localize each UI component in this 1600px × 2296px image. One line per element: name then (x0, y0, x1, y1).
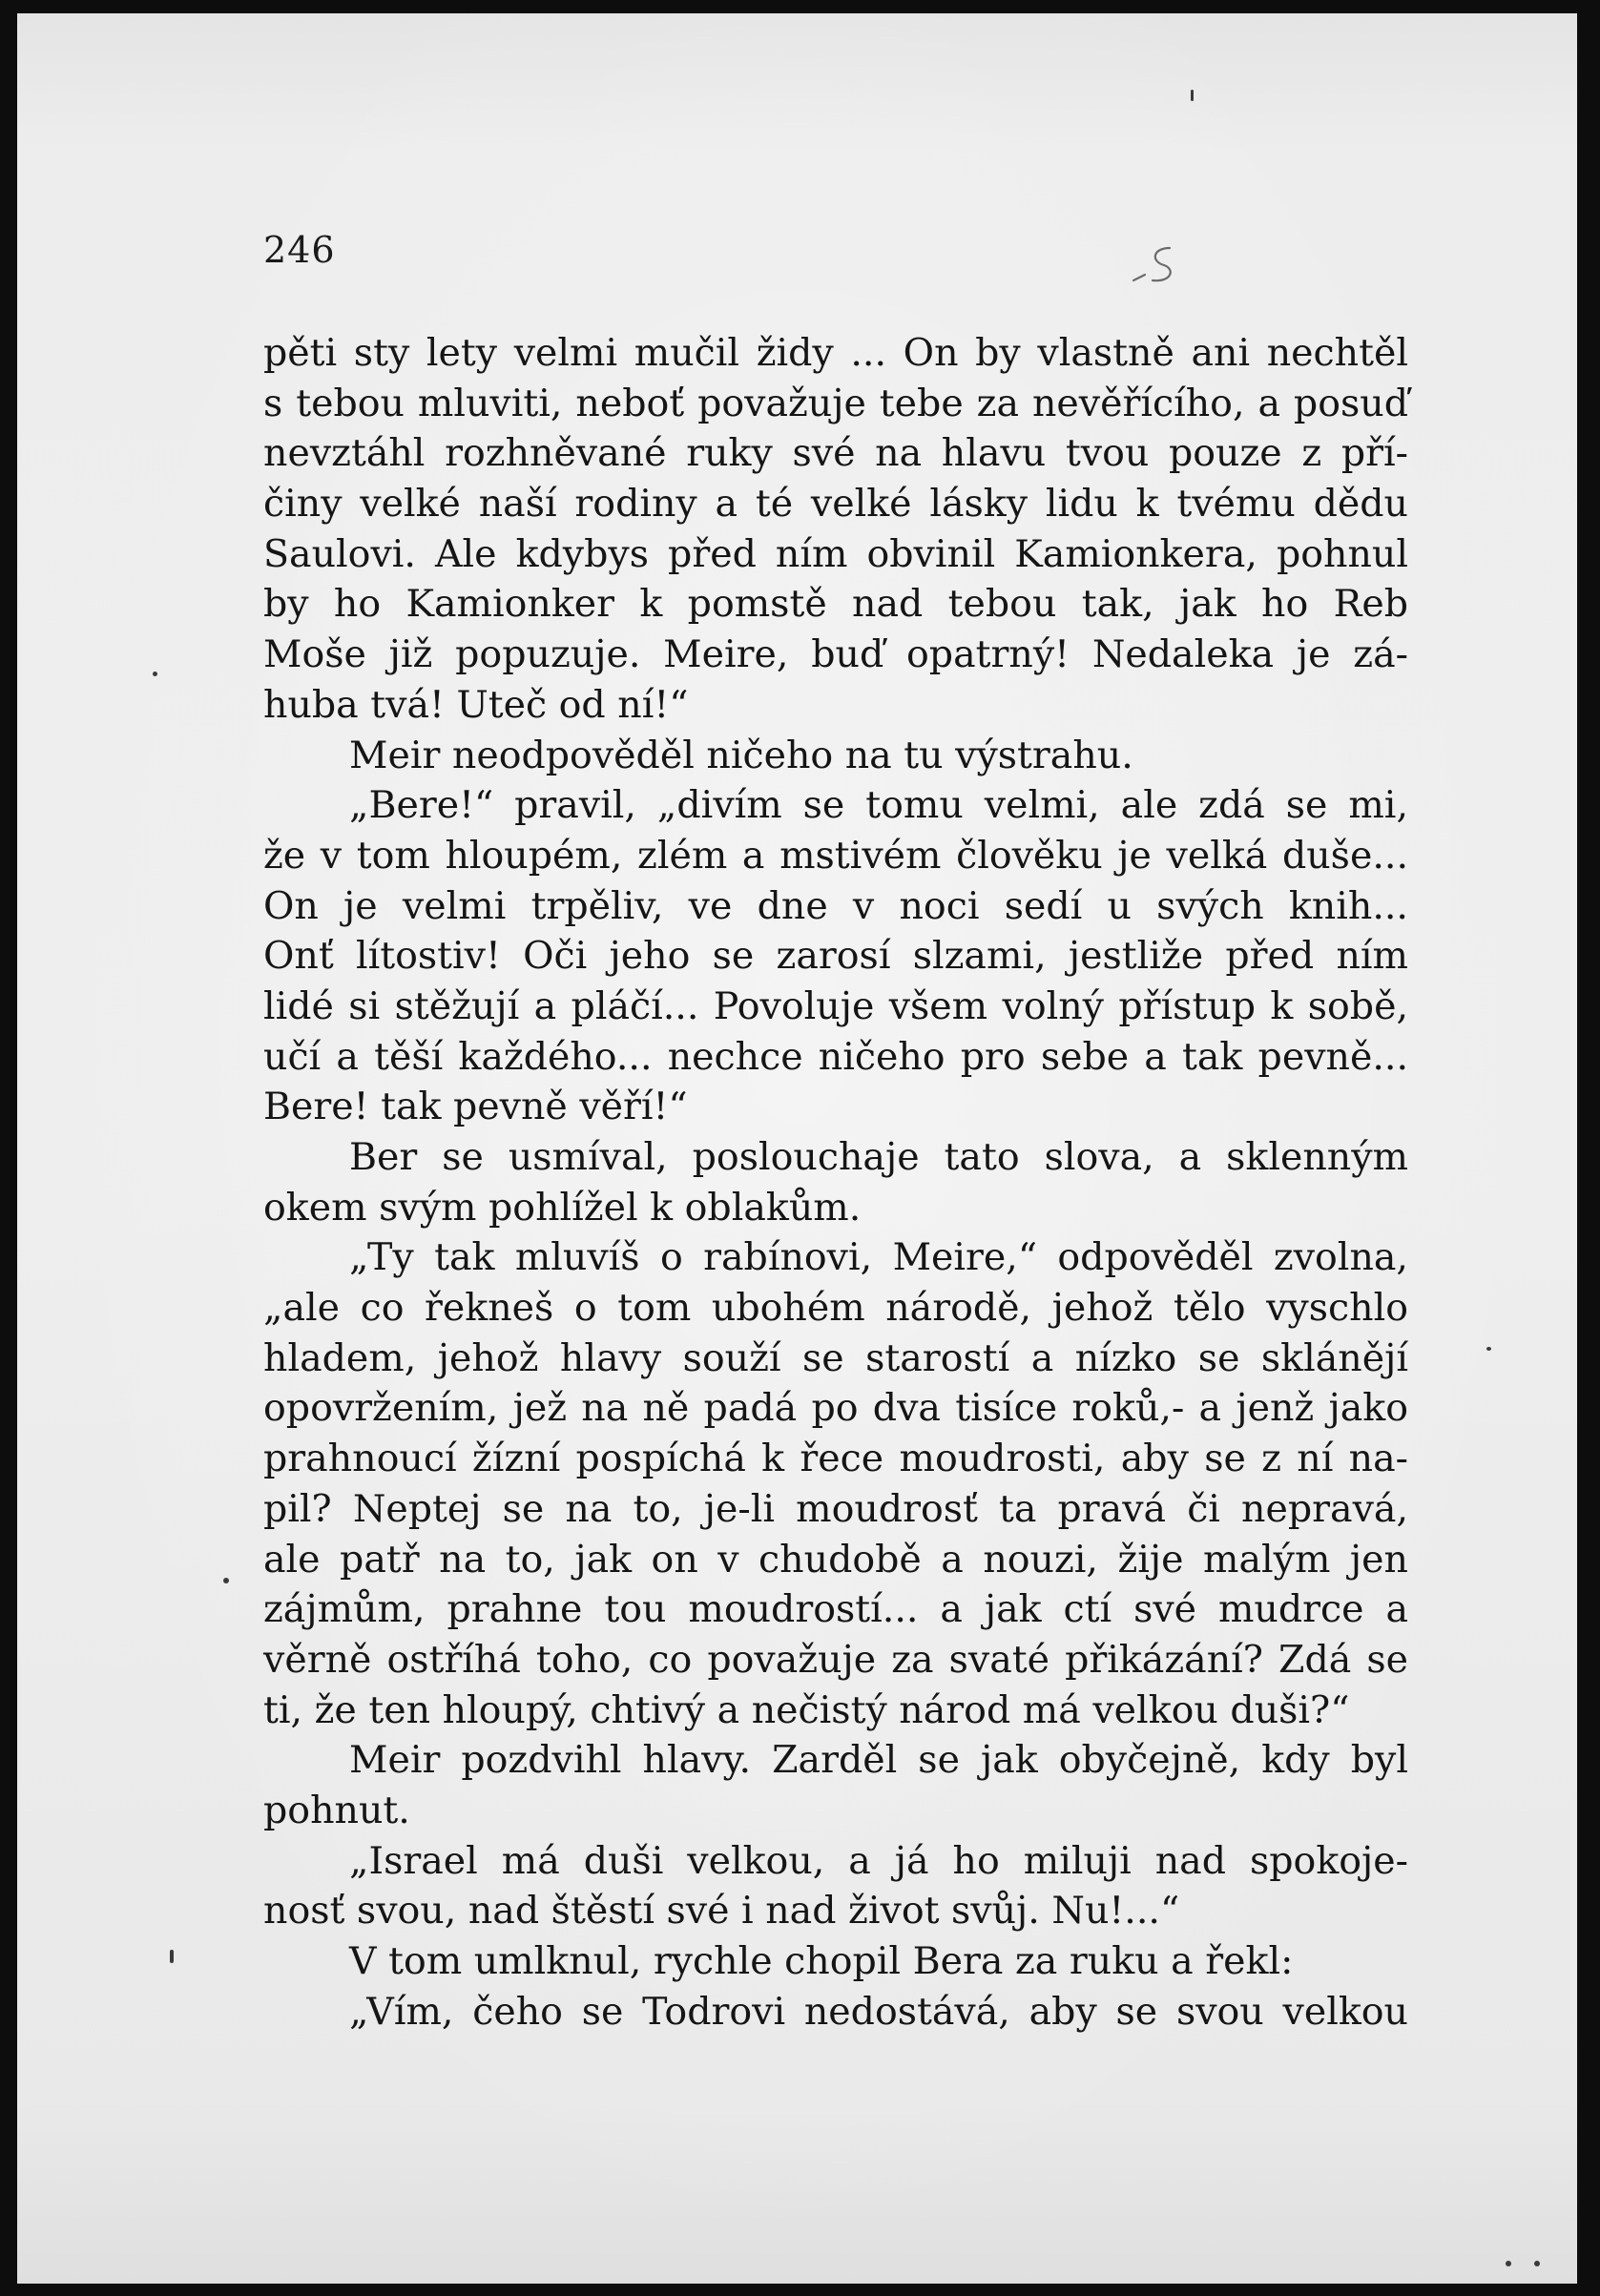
text-line: učí a těší každého... nechce ničeho pro sebe a tak pevně... (263, 1034, 1408, 1079)
text-line: „ale co řekneš o tom ubohém národě, jehož tělo vyschlo (263, 1286, 1408, 1331)
paragraph-start-line: „Bere!“ pravil, „divím se tomu velmi, ale zdá se mi, (349, 783, 1408, 828)
text-line: zájmům, prahne tou moudrostí... a jak ctí své mudrce a (263, 1587, 1408, 1632)
text-line: huba tvá! Uteč od ní!“ (263, 682, 689, 727)
pencil-mark-icon (1132, 242, 1189, 288)
text-line: hladem, jehož hlavy souží se starostí a nízko se sklánějí (263, 1335, 1408, 1380)
text-line: pohnut. (263, 1788, 410, 1832)
paragraph-start-line: Meir neodpověděl ničeho na tu výstrahu. (349, 733, 1133, 777)
text-line: ale patř na to, jak on v chudobě a nouzi, žije malým jen (263, 1537, 1408, 1582)
text-line: Moše již popuzuje. Meire, buď opatrný! Nedaleka je zá- (263, 632, 1408, 677)
text-line: nevztáhl rozhněvané ruky své na hlavu tvou pouze z pří- (263, 431, 1408, 476)
text-line: nosť svou, nad štěstí své i nad život svůj. Nu!...“ (263, 1889, 1180, 1934)
page-number: 246 (263, 229, 336, 271)
text-line: lidé si stěžují a pláčí... Povoluje všem volný přístup k sobě, (263, 983, 1408, 1028)
scan-speck (170, 1950, 174, 1963)
text-line: Saulovi. Ale kdybys před ním obvinil Kamionkera, pohnul (263, 531, 1408, 576)
text-line: věrně ostříhá toho, co považuje za svaté přikázání? Zdá se (263, 1637, 1408, 1682)
text-line: prahnoucí žízní pospíchá k řece moudrosti, aby se z ní na- (263, 1437, 1408, 1481)
text-line: že v tom hloupém, zlém a mstivém člověku je velká duše... (263, 833, 1408, 878)
paragraph-start-line: „Vím, čeho se Todrovi nedostává, aby se svou velkou (349, 1989, 1408, 2034)
text-line: Bere! tak pevně věří!“ (263, 1085, 688, 1129)
text-line: On je velmi trpěliv, ve dne v noci sedí u svých knih... (263, 883, 1408, 928)
scan-speck (153, 672, 157, 676)
text-line: s tebou mluviti, neboť považuje tebe za nevěřícího, a posuď (263, 381, 1408, 425)
text-line: opovržením, jež na ně padá po dva tisíce roků,- a jenž jako (263, 1386, 1408, 1431)
text-line: by ho Kamionker k pomstě nad tebou tak, jak ho Reb (263, 582, 1408, 627)
scan-speck (1486, 1347, 1491, 1351)
paragraph-start-line: „Israel má duši velkou, a já ho miluji nad spokoje- (349, 1838, 1408, 1883)
text-line: okem svým pohlížel k oblakům. (263, 1185, 862, 1230)
text-line: Onť lítostiv! Oči jeho se zarosí slzami, jestliže před ním (263, 934, 1408, 979)
body-text (263, 328, 1408, 2037)
scan-speck (1506, 2261, 1511, 2266)
paragraph-start-line: Meir pozdvihl hlavy. Zarděl se jak obyčejně, kdy byl (349, 1738, 1408, 1783)
text-line: činy velké naší rodiny a té velké lásky lidu k tvému dědu (263, 482, 1408, 527)
text-line: pil? Neptej se na to, je-li moudrosť ta pravá či nepravá, (263, 1486, 1408, 1531)
book-page (17, 13, 1577, 2284)
paragraph-start-line: Ber se usmíval, poslouchaje tato slova, a sklenným (349, 1135, 1408, 1179)
scan-speck (1534, 2261, 1540, 2266)
text-line: pěti sty lety velmi mučil židy ... On by vlastně ani nechtěl (263, 331, 1408, 375)
scan-speck (223, 1578, 229, 1583)
paragraph-start-line: „Ty tak mluvíš o rabínovi, Meire,“ odpověděl zvolna, (349, 1235, 1408, 1280)
text-line: ti, že ten hloupý, chtivý a nečistý národ má velkou duši?“ (263, 1687, 1350, 1732)
paragraph-start-line: V tom umlknul, rychle chopil Bera za ruku a řekl: (349, 1939, 1294, 1983)
scan-speck (1191, 90, 1194, 101)
